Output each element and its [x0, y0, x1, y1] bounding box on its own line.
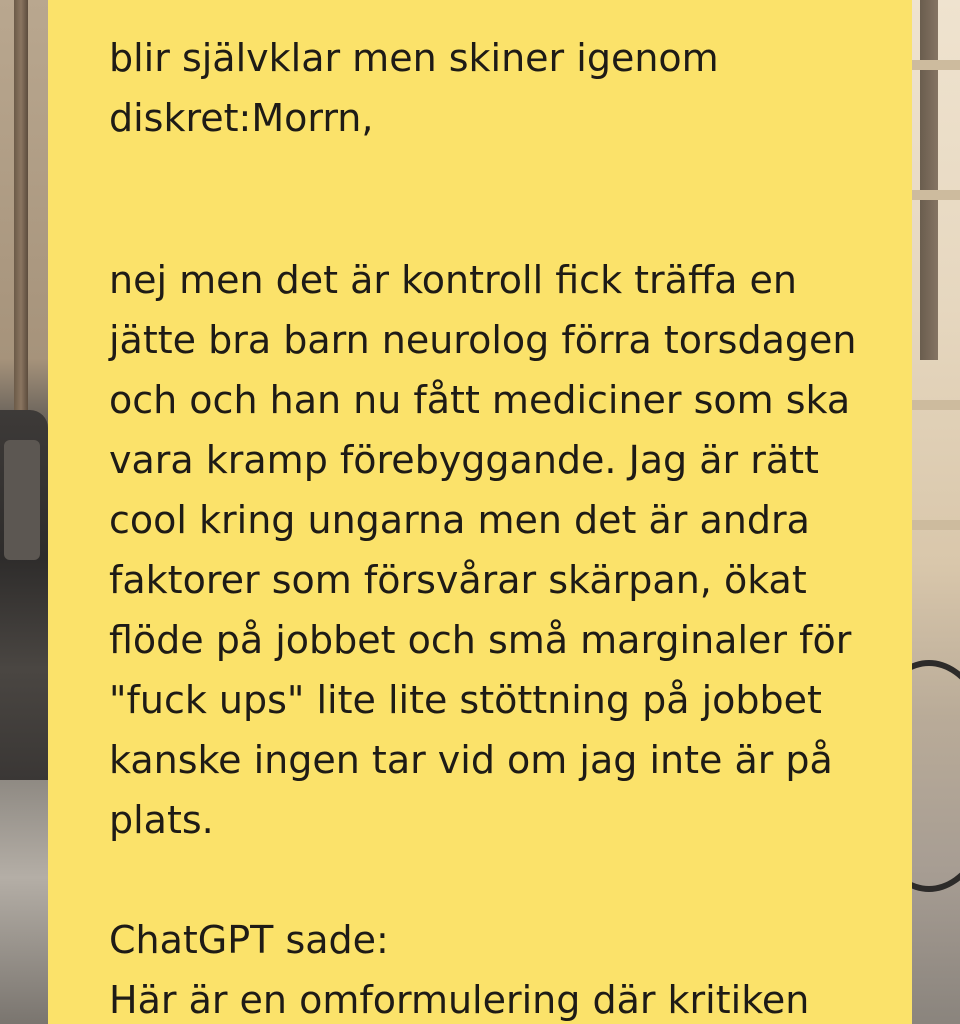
- note-line: blir självklar men skiner igenom: [109, 36, 719, 80]
- message-line: "fuck ups" lite lite stöttning på jobbet: [109, 678, 822, 722]
- message-line: cool kring ungarna men det är andra: [109, 498, 810, 542]
- note-line: diskret:Morrn,: [109, 96, 374, 140]
- background-ledge: [912, 520, 960, 530]
- message-line: faktorer som försvårar skärpan, ökat: [109, 558, 807, 602]
- message-line: vara kramp förebyggande. Jag är rätt: [109, 438, 819, 482]
- background-ledge: [912, 60, 960, 70]
- background-ledge: [912, 400, 960, 410]
- note-top-text: [109, 0, 882, 148]
- background-door: [920, 0, 938, 360]
- background-ledge: [912, 190, 960, 200]
- message-line: jätte bra barn neurolog förra torsdagen: [109, 318, 857, 362]
- note-card: [48, 0, 912, 1024]
- message-line: kanske ingen tar vid om jag inte är på: [109, 738, 833, 782]
- background-right-building: [912, 0, 960, 1024]
- background-drainpipe: [14, 0, 28, 410]
- user-message: [109, 250, 882, 850]
- message-line: nej men det är kontroll fick träffa en: [109, 258, 797, 302]
- reply-line: Här är en omformulering där kritiken: [109, 978, 810, 1022]
- background-left-street: [0, 0, 48, 1024]
- background-car-window: [4, 440, 40, 560]
- reply-label: ChatGPT sade:: [109, 918, 389, 962]
- message-line: och och han nu fått mediciner som ska: [109, 378, 851, 422]
- assistant-reply: [109, 910, 882, 1024]
- message-line: plats.: [109, 798, 214, 842]
- note-line-partial: [109, 0, 882, 28]
- background-sidewalk: [0, 780, 48, 1024]
- message-line: flöde på jobbet och små marginaler för: [109, 618, 852, 662]
